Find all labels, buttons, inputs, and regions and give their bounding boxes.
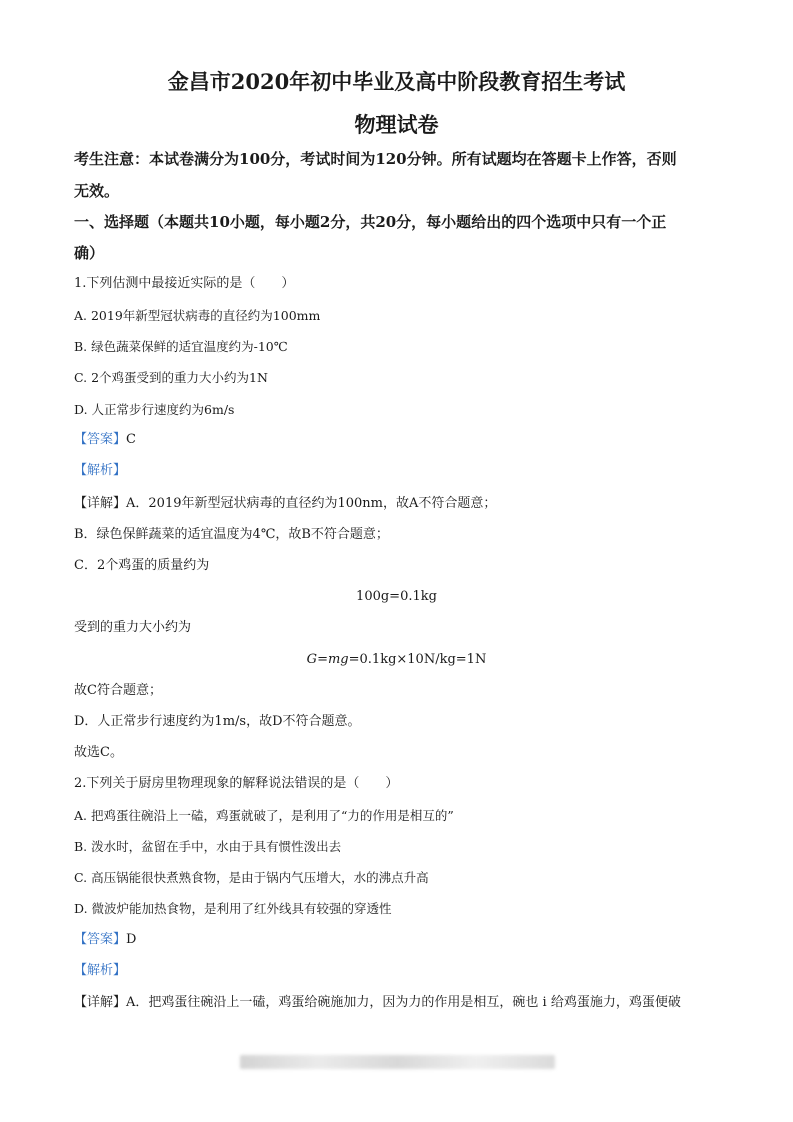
detail-text: A．把鸡蛋往碗沿上一磕，鸡蛋给碗施加力，因为力的作用是相互，碗也 i 给鸡蛋施力，鸡蛋便破	[126, 995, 681, 1010]
q1-option-c: C. 2个鸡蛋受到的重力大小约为1N	[74, 370, 268, 385]
answer-tag: 【答案】	[74, 932, 127, 947]
q1-detail-line-2: B．绿色保鲜蔬菜的适宜温度为4℃，故B不符合题意；	[74, 527, 389, 542]
eq-equals: =	[317, 652, 328, 667]
eq-symbol-mg: mg	[327, 652, 349, 667]
q1-after-line-3: 故选C。	[74, 745, 123, 760]
q1-equation-gravity	[0, 651, 793, 669]
q2-option-a: A. 把鸡蛋往碗沿上一磕，鸡蛋就破了，是利用了“力的作用是相互的”	[74, 808, 454, 823]
detail-text: A．2019年新型冠状病毒的直径约为100nm，故A不符合题意；	[126, 496, 497, 511]
q2-question: 2.下列关于厨房里物理现象的解释说法错误的是（ ）	[74, 776, 399, 791]
q2-option-d: D. 微波炉能加热食物，是利用了红外线具有较强的穿透性	[74, 901, 392, 916]
q1-detail-line-3: C．2个鸡蛋的质量约为	[74, 558, 210, 573]
q2-option-b: B. 泼水时，盆留在手中，水由于具有惯性泼出去	[74, 839, 342, 854]
q1-equation-mass: 100g=0.1kg	[356, 589, 437, 604]
answer-tag: 【答案】	[74, 432, 127, 447]
q1-answer	[74, 431, 136, 449]
q1-option-b: B. 绿色蔬菜保鲜的适宜温度约为-10℃	[74, 339, 288, 354]
section-heading-line-2: 确）	[74, 244, 105, 262]
q1-detail-line-1	[74, 495, 496, 513]
section-heading-line-1: 一、选择题（本题共10小题，每小题2分，共20分，每小题给出的四个选项中只有一个正	[74, 213, 667, 231]
q2-detail-line-1	[74, 994, 681, 1012]
page-subtitle: 物理试卷	[354, 112, 439, 137]
page-title: 金昌市2020年初中毕业及高中阶段教育招生考试	[167, 69, 626, 94]
notice-line-2: 无效。	[74, 182, 120, 200]
q1-option-d: D. 人正常步行速度约为6m/s	[74, 402, 235, 417]
q1-after-line-2: D．人正常步行速度约为1m/s，故D不符合题意。	[74, 714, 361, 729]
answer-value: D	[126, 932, 137, 947]
detail-tag: 【详解】	[74, 995, 127, 1010]
footer-watermark	[240, 1055, 555, 1069]
notice-line-1: 考生注意：本试卷满分为100分，考试时间为120分钟。所有试题均在答题卡上作答，否则	[74, 150, 677, 168]
q1-after-line-1: 故C符合题意；	[74, 683, 162, 698]
q2-answer	[74, 931, 136, 949]
q1-analysis-tag: 【解析】	[74, 463, 127, 478]
q1-question: 1.下列估测中最接近实际的是（ ）	[74, 276, 295, 291]
answer-value: C	[126, 432, 136, 447]
q1-option-a: A. 2019年新型冠状病毒的直径约为100mm	[74, 308, 321, 323]
q1-gravity-intro: 受到的重力大小约为	[74, 620, 192, 635]
detail-tag: 【详解】	[74, 496, 127, 511]
eq-rest: =0.1kg×10N/kg=1N	[348, 652, 487, 667]
q2-option-c: C. 高压锅能很快煮熟食物，是由于锅内气压增大，水的沸点升高	[74, 870, 429, 885]
eq-symbol-g: G	[306, 652, 318, 667]
q2-analysis-tag: 【解析】	[74, 963, 127, 978]
